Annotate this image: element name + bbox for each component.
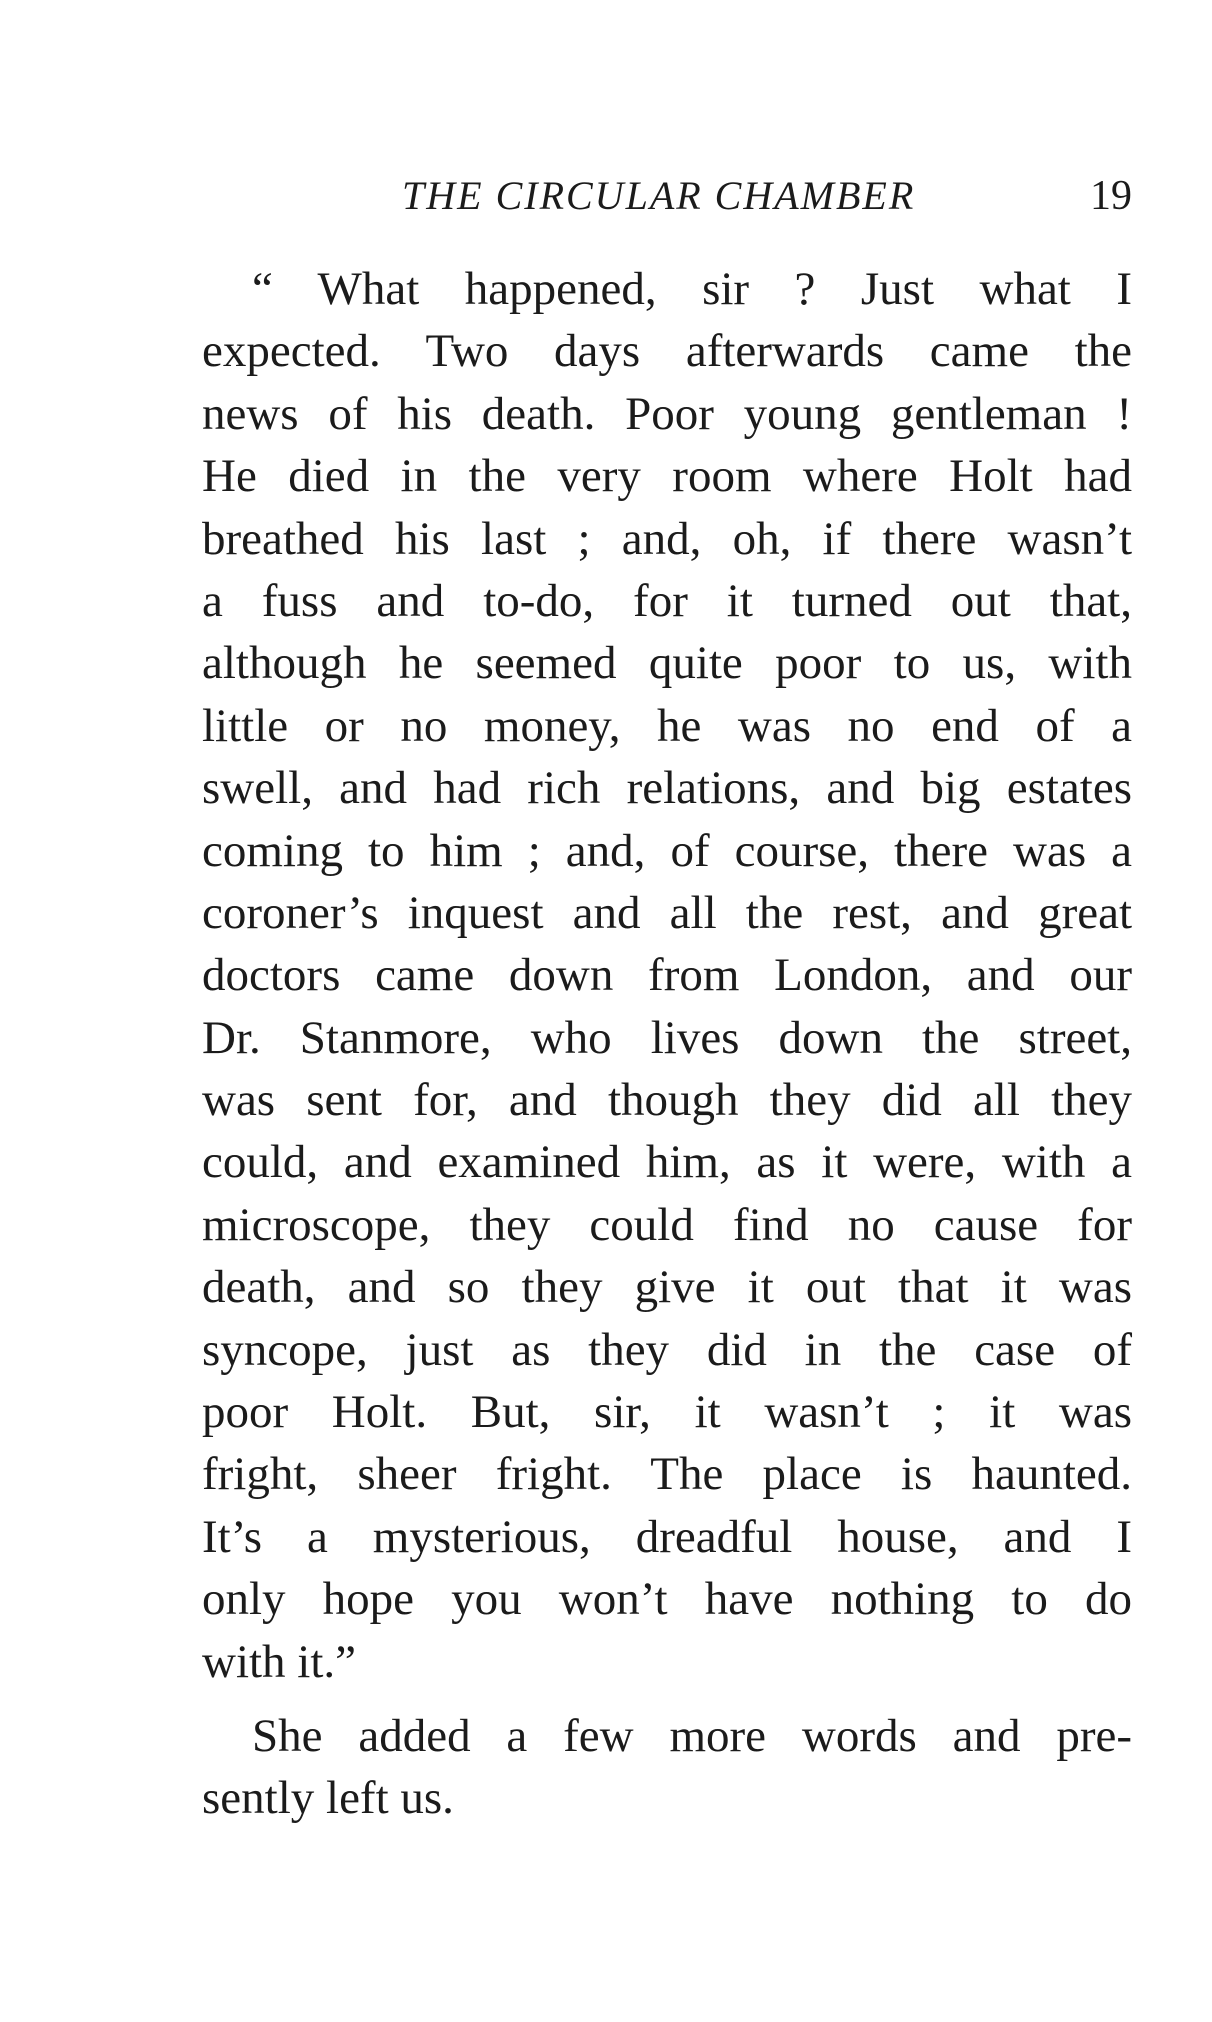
text-line: a fuss and to-do, for it turned out that,	[202, 574, 1132, 627]
text-line: He died in the very room where Holt had	[202, 450, 1132, 503]
text-line: “ What happened, sir ? Just what I	[252, 263, 1132, 315]
paragraph-2	[202, 1705, 1132, 1830]
running-head	[202, 172, 1132, 232]
text-line: coroner’s inquest and all the rest, and great	[202, 886, 1132, 939]
text-line: doctors came down from London, and our	[202, 949, 1132, 1002]
text-line: only hope you won’t have nothing to do	[202, 1573, 1132, 1626]
text-line: sently left us.	[202, 1772, 454, 1825]
text-line: expected. Two days afterwards came the	[202, 325, 1132, 378]
paragraph-1	[202, 258, 1132, 1693]
page-number: 19	[1090, 173, 1132, 219]
text-line: microscope, they could find no cause for	[202, 1198, 1132, 1251]
text-line: She added a few more words and pre-	[252, 1709, 1132, 1762]
text-line: was sent for, and though they did all they	[202, 1074, 1132, 1127]
text-line: could, and examined him, as it were, with a	[202, 1136, 1132, 1189]
text-line: fright, sheer fright. The place is haunted.	[202, 1448, 1132, 1501]
text-line: little or no money, he was no end of a	[202, 699, 1132, 752]
text-line: news of his death. Poor young gentleman !	[202, 387, 1132, 440]
text-line: death, and so they give it out that it was	[202, 1261, 1132, 1314]
text-line: although he seemed quite poor to us, with	[202, 637, 1132, 690]
running-title: THE CIRCULAR CHAMBER	[402, 173, 916, 218]
text-line: poor Holt. But, sir, it wasn’t ; it was	[202, 1386, 1132, 1439]
text-line: coming to him ; and, of course, there was a	[202, 824, 1132, 877]
text-line: syncope, just as they did in the case of	[202, 1323, 1132, 1376]
body-text	[202, 258, 1132, 1830]
text-line: with it.”	[202, 1635, 357, 1688]
text-line: Dr. Stanmore, who lives down the street,	[202, 1011, 1132, 1064]
text-line: It’s a mysterious, dreadful house, and I	[202, 1510, 1132, 1563]
text-line: breathed his last ; and, oh, if there wasn’t	[202, 512, 1132, 565]
text-line: swell, and had rich relations, and big estates	[202, 762, 1132, 815]
